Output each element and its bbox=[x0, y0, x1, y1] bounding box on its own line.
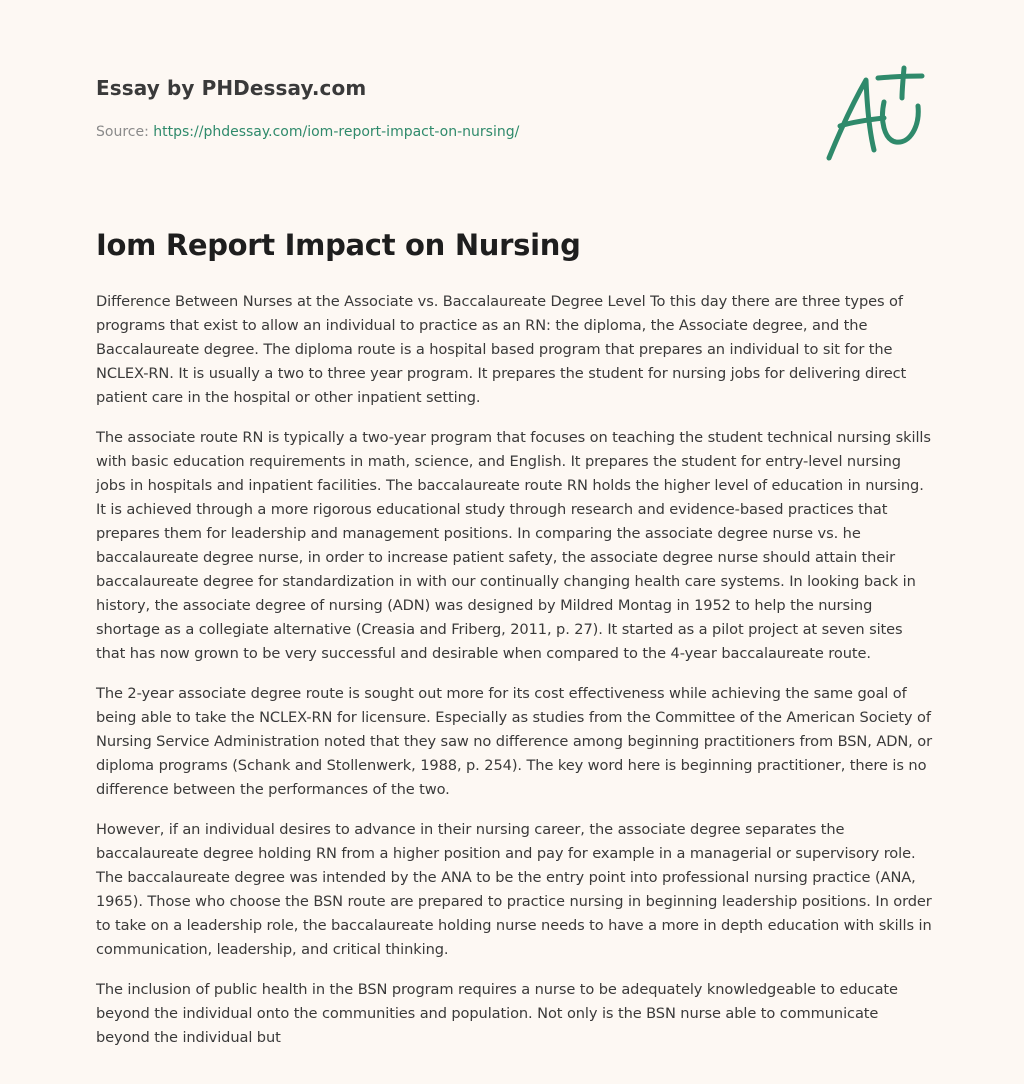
page-header bbox=[96, 72, 796, 142]
source-label: Source: bbox=[96, 124, 154, 140]
article-paragraph: Difference Between Nurses at the Associate vs. Baccalaureate Degree Level To this day there are three types of programs that exist to allow an individual to practice as an RN: the diploma, the Associate degree, and the Baccalaureate degree. The diploma route is a hospital based program that prepares an individual to sit for the NCLEX-RN. It is usually a two to three year program. It prepares the student for nursing jobs for delivering direct patient care in the hospital or other inpatient setting. bbox=[96, 293, 907, 406]
site-title: Essay by PHDessay.com bbox=[96, 76, 367, 100]
article-paragraph: The associate route RN is typically a two-year program that focuses on teaching the student technical nursing skills with basic education requirements in math, science, and English. It prepares the student for entry-level nursing jobs in hospitals and inpatient facilities. The baccalaureate route RN holds the higher level of education in nursing. It is achieved through a more rigorous educational study through research and evidence-based practices that prepares them for leadership and management positions. In comparing the associate degree nurse vs. he baccalaureate degree nurse, in order to increase patient safety, the associate degree nurse should attain their baccalaureate degree for standardization in with our continually changing health care systems. In looking back in history, the associate degree of nursing (ADN) was designed by Mildred Montag in 1952 to help the nursing shortage as a collegiate alternative (Creasia and Friberg, 2011, p. 27). It started as a pilot project at seven sites that has now grown to be very successful and desirable when compared to the 4-year baccalaureate route. bbox=[96, 429, 931, 662]
a-plus-logo-icon bbox=[820, 64, 930, 168]
article-title: Iom Report Impact on Nursing bbox=[96, 228, 581, 262]
source-line bbox=[96, 122, 796, 142]
article-paragraph: However, if an individual desires to advance in their nursing career, the associate degree separates the baccalaureate degree holding RN from a higher position and pay for example in a managerial or supervisory role. The baccalaureate degree was intended by the ANA to be the entry point into professional nursing practice (ANA, 1965). Those who choose the BSN route are prepared to practice nursing in beginning leadership positions. In order to take on a leadership role, the baccalaureate holding nurse needs to have a more in depth education with skills in communication, leadership, and critical thinking. bbox=[96, 821, 932, 958]
article-paragraph: The inclusion of public health in the BSN program requires a nurse to be adequately knowledgeable to educate beyond the individual onto the communities and population. Not only is the BSN nurse able to communicate beyond the individual but bbox=[96, 981, 898, 1046]
source-link[interactable]: https://phdessay.com/iom-report-impact-on-nursing/ bbox=[153, 124, 520, 140]
article bbox=[96, 222, 932, 1066]
article-paragraph: The 2-year associate degree route is sought out more for its cost effectiveness while achieving the same goal of being able to take the NCLEX-RN for licensure. Especially as studies from the Committee of the American Society of Nursing Service Administration noted that they saw no difference among beginning practitioners from BSN, ADN, or diploma programs (Schank and Stollenwerk, 1988, p. 254). The key word here is beginning practitioner, there is no difference between the performances of the two. bbox=[96, 685, 932, 798]
